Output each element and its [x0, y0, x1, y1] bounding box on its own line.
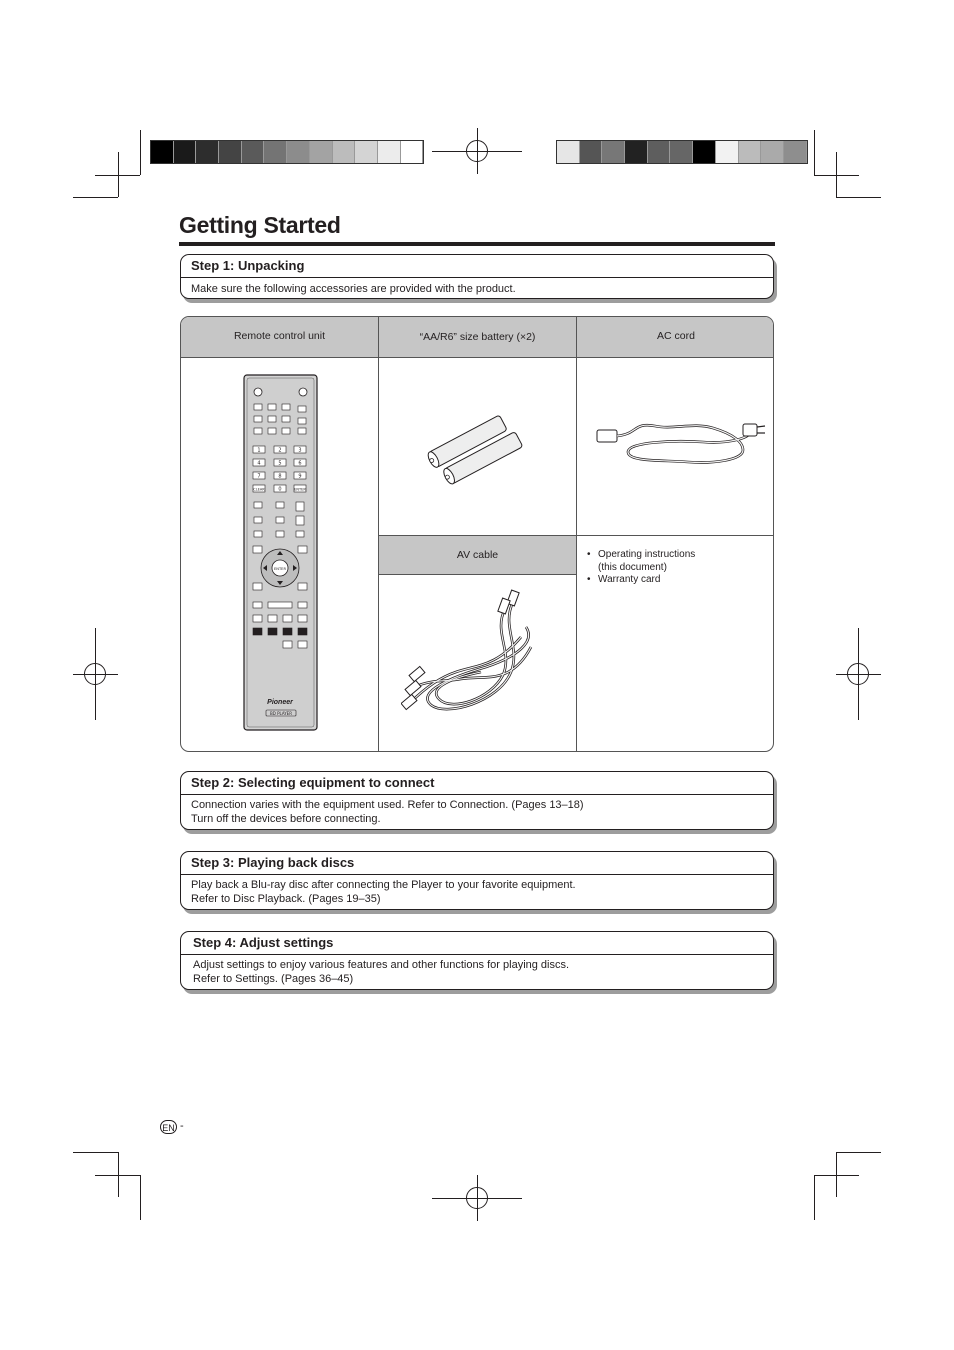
svg-text:3: 3 [298, 447, 302, 454]
accessories-table [180, 316, 774, 752]
svg-text:6: 6 [298, 460, 302, 467]
svg-text:2: 2 [278, 447, 282, 454]
svg-text:4: 4 [257, 460, 261, 467]
svg-text:Pioneer: Pioneer [267, 699, 293, 706]
svg-text:1: 1 [257, 447, 261, 454]
svg-text:0: 0 [278, 486, 282, 493]
gray-scale-bar-left [150, 140, 424, 164]
step-2-line-2: Turn off the devices before connecting. [191, 813, 381, 825]
crop-mark [95, 1175, 140, 1176]
accessory-header-ac-cord: AC cord [577, 317, 774, 357]
accessory-header-av-cable: AV cable [379, 536, 576, 574]
step-3-line-2: Refer to Disc Playback. (Pages 19–35) [191, 893, 381, 905]
av-cable-illustration [401, 587, 551, 727]
crop-mark [814, 1175, 859, 1176]
step-2-line-1: Connection varies with the equipment used. Refer to Connection. (Pages 13–18) [191, 799, 584, 811]
crop-mark [836, 197, 881, 198]
step-3-heading: Step 3: Playing back discs [181, 852, 773, 875]
gray-scale-bar-right [556, 140, 808, 164]
svg-text:9: 9 [298, 473, 302, 480]
step-2-heading: Step 2: Selecting equipment to connect [181, 772, 773, 795]
title-rule [179, 242, 775, 246]
accessory-header-remote: Remote control unit [181, 317, 378, 357]
step-3-box [180, 851, 774, 910]
docs-list [587, 549, 695, 587]
svg-text:BD PLAYER: BD PLAYER [269, 711, 293, 716]
svg-text:CLEAR: CLEAR [253, 487, 265, 492]
step-4-line-1: Adjust settings to enjoy various features and other functions for playing discs. [193, 959, 570, 971]
step-4-heading: Step 4: Adjust settings [181, 932, 773, 955]
crop-mark [836, 1152, 881, 1153]
step-1-box [180, 254, 774, 299]
step-1-heading: Step 1: Unpacking [181, 255, 773, 278]
ac-cord-illustration [593, 412, 773, 472]
svg-text:5: 5 [278, 460, 282, 467]
crop-mark [140, 1175, 141, 1220]
svg-text:ENTER: ENTER [294, 487, 306, 492]
accessory-header-battery: “AA/R6” size battery (×2) [379, 317, 576, 357]
step-3-line-1: Play back a Blu-ray disc after connecting the Player to your favorite equipment. [191, 879, 576, 891]
crop-mark [814, 175, 859, 176]
crop-mark [814, 1175, 815, 1220]
docs-item-instructions: • Operating instructions (this document) [587, 549, 695, 574]
svg-text:8: 8 [278, 473, 282, 480]
svg-text:ENTER: ENTER [274, 567, 286, 571]
battery-illustration [421, 412, 531, 487]
crop-mark [95, 175, 140, 176]
page-title: Getting Started [179, 212, 341, 238]
remote-control-illustration [236, 372, 326, 734]
step-2-box [180, 771, 774, 830]
docs-item-warranty: • Warranty card [587, 574, 695, 587]
step-1-text: Make sure the following accessories are provided with the product. [191, 283, 516, 295]
svg-text:7: 7 [257, 473, 261, 480]
language-badge: EN [160, 1120, 177, 1134]
page-number: - [180, 1120, 184, 1132]
step-4-box [180, 931, 774, 990]
crop-mark [140, 130, 141, 175]
crop-mark [814, 130, 815, 175]
crop-mark [73, 1152, 118, 1153]
step-4-line-2: Refer to Settings. (Pages 36–45) [193, 973, 354, 985]
crop-mark [73, 197, 118, 198]
